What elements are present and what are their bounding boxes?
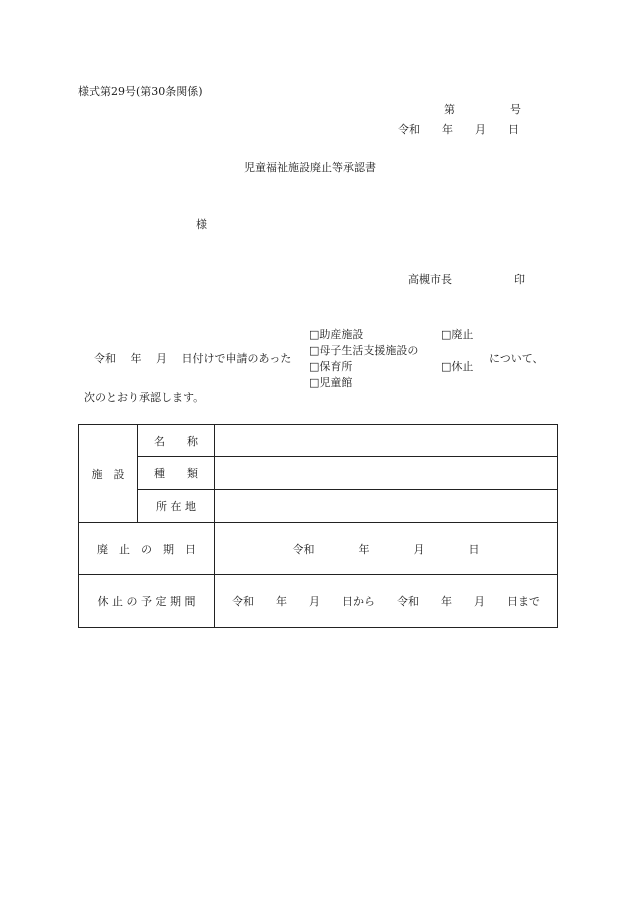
abolition-date-label: 廃 止 の 期 日 <box>79 523 215 575</box>
facility-option-mother-child: □母子生活支援施設の <box>309 344 419 357</box>
abolition-date-value: 令和 年 月 日 <box>215 523 558 575</box>
action-option-abolition: □廃止 <box>441 328 474 341</box>
facility-group-label: 施 設 <box>79 425 138 523</box>
recipient-suffix: 様 <box>196 218 207 231</box>
facility-type-value <box>215 457 558 490</box>
approval-statement: 次のとおり承認します。 <box>84 391 205 404</box>
facility-name-value <box>215 425 558 457</box>
facility-option-nursery: □保育所 <box>309 360 353 373</box>
facility-option-maternity: □助産施設 <box>309 328 364 341</box>
application-date-prefix: 令和 年 月 日付けで申請のあった <box>94 352 292 365</box>
issuer-seal-mark: 印 <box>514 273 525 286</box>
body-suffix: について、 <box>489 352 544 365</box>
document-number-line: 第 号 <box>444 103 521 116</box>
facility-location-label: 所 在 地 <box>138 490 215 523</box>
form-number: 様式第29号(第30条関係) <box>78 85 203 98</box>
facility-name-label: 名 称 <box>138 425 215 457</box>
approval-detail-table <box>78 424 558 628</box>
document-date-line: 令和 年 月 日 <box>398 123 519 136</box>
suspension-period-label: 休 止 の 予 定 期 間 <box>79 575 215 628</box>
suspension-period-value: 令和 年 月 日から 令和 年 月 日まで <box>215 575 558 628</box>
issuer-name: 高槻市長 <box>408 273 452 286</box>
document-title: 児童福祉施設廃止等承認書 <box>244 161 376 174</box>
facility-location-value <box>215 490 558 523</box>
facility-option-childrens-hall: □児童館 <box>309 376 353 389</box>
action-option-suspension: □休止 <box>441 360 474 373</box>
facility-type-label: 種 類 <box>138 457 215 490</box>
